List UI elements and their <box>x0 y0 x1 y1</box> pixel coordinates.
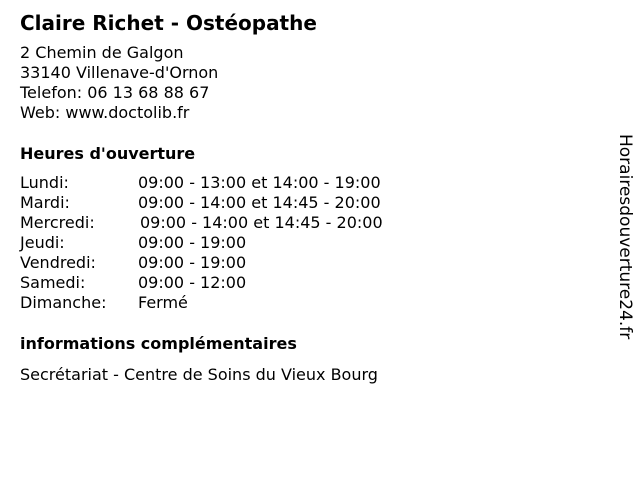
time-range: 09:00 - 19:00 <box>138 253 247 272</box>
day-label: Mercredi: <box>20 213 95 232</box>
time-range: 09:00 - 19:00 <box>138 233 247 252</box>
additional-info-heading: informations complémentaires <box>20 334 297 353</box>
day-label: Mardi: <box>20 193 70 212</box>
hours-row-wednesday <box>20 213 440 233</box>
day-label: Vendredi: <box>20 253 96 272</box>
hours-row-sunday <box>20 293 440 313</box>
time-range: Fermé <box>138 293 188 312</box>
site-watermark: Horairesdouverture24.fr <box>615 134 635 340</box>
opening-hours-heading: Heures d'ouverture <box>20 144 196 163</box>
phone-number: Telefon: 06 13 68 88 67 <box>20 83 210 102</box>
time-range: 09:00 - 14:00 et 14:45 - 20:00 <box>140 213 383 232</box>
business-name: Claire Richet - Ostéopathe <box>20 11 317 35</box>
day-label: Dimanche: <box>20 293 107 312</box>
time-range: 09:00 - 13:00 et 14:00 - 19:00 <box>138 173 381 192</box>
address-street: 2 Chemin de Galgon <box>20 43 184 62</box>
opening-hours-list <box>20 173 440 313</box>
time-range: 09:00 - 14:00 et 14:45 - 20:00 <box>138 193 381 212</box>
time-range: 09:00 - 12:00 <box>138 273 247 292</box>
hours-row-tuesday <box>20 193 440 213</box>
additional-info-text: Secrétariat - Centre de Soins du Vieux Bourg <box>20 365 378 384</box>
contact-block <box>20 43 218 123</box>
website: Web: www.doctolib.fr <box>20 103 190 122</box>
hours-row-monday <box>20 173 440 193</box>
day-label: Jeudi: <box>20 233 65 252</box>
hours-row-thursday <box>20 233 440 253</box>
address-city: 33140 Villenave-d'Ornon <box>20 63 219 82</box>
day-label: Lundi: <box>20 173 69 192</box>
day-label: Samedi: <box>20 273 86 292</box>
hours-row-saturday <box>20 273 440 293</box>
hours-row-friday <box>20 253 440 273</box>
